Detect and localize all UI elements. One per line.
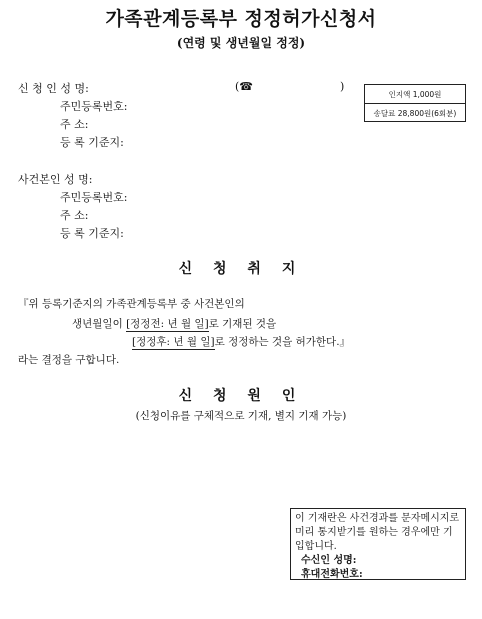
applicant-registry-label: 등 록 기준지:	[60, 136, 124, 149]
reason-heading: 신 청 원 인	[178, 388, 304, 404]
subject-registry-label: 등 록 기준지:	[60, 227, 124, 240]
purpose-line-2-suffix: 로 기재된 것을	[208, 318, 277, 330]
stamp-fee-box	[364, 84, 466, 122]
purpose-line-3-suffix: 로 정정하는 것을 허가한다.』	[214, 336, 351, 348]
stamp-fee-label: 인지액 1,000원	[388, 89, 442, 99]
reason-note: (신청이유를 구체적으로 기재, 별지 기재 가능)	[135, 410, 347, 422]
applicant-id-label: 주민등록번호:	[60, 100, 128, 113]
before-correction-date-field[interactable]: [정정전: 년 월 일]	[126, 318, 209, 330]
page-subtitle: (연령 및 생년월일 정정)	[176, 36, 306, 50]
subject-id-label: 주민등록번호:	[60, 191, 128, 204]
page-title: 가족관계등록부 정정허가신청서	[105, 8, 377, 30]
sms-notice-text: 이 기재란은 사건경과를 문자메시지로 미리 통지받기를 원하는 경우에만 기입합니다.	[295, 513, 460, 552]
purpose-line-1: 『위 등록기준지의 가족관계등록부 중 사건본인의	[18, 298, 245, 310]
purpose-line-4: 라는 결정을 구합니다.	[18, 354, 120, 366]
subject-name-label: 사건본인 성 명:	[18, 173, 93, 186]
after-correction-date-field[interactable]: [정정후: 년 월 일]	[132, 336, 215, 348]
purpose-line-2	[72, 316, 276, 332]
purpose-dob-prefix: 생년월일이	[72, 318, 123, 330]
applicant-address-label: 주 소:	[60, 118, 89, 131]
purpose-line-3	[132, 334, 350, 350]
recipient-name-label: 수신인 성명:	[301, 555, 357, 566]
applicant-phone-open: (☎	[235, 80, 253, 93]
mobile-phone-label: 휴대전화번호:	[301, 569, 363, 580]
purpose-heading: 신 청 취 지	[178, 261, 304, 277]
stamp-postage-label: 송달료 28,800원(6회분)	[365, 103, 465, 122]
subject-address-label: 주 소:	[60, 209, 89, 222]
applicant-name-label: 신 청 인 성 명:	[18, 82, 89, 95]
applicant-phone-close: )	[340, 80, 345, 93]
sms-notice-box	[290, 508, 466, 580]
